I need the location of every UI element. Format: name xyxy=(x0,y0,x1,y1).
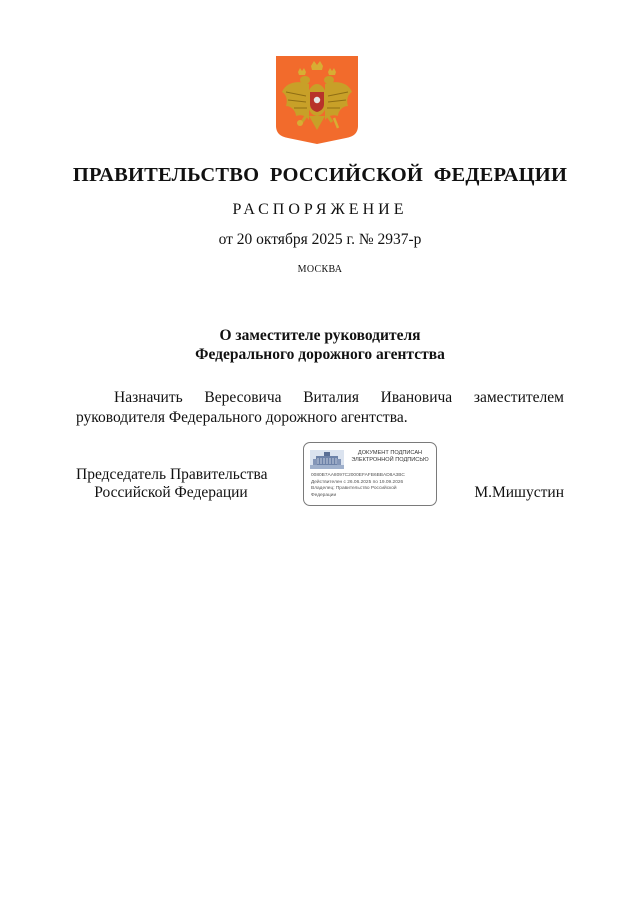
title-word: ПРАВИТЕЛЬСТВО xyxy=(72,164,260,186)
certificate-number: 0080B7AA8097C2000EFAFB6BBAD8A3BC xyxy=(311,473,405,478)
body-word: Ивановича xyxy=(380,389,453,406)
esign-heading xyxy=(346,450,434,464)
body-word: Виталия xyxy=(303,389,359,406)
certificate-validity: Действителен с 26.06.2025 по 19.09.2026 xyxy=(311,479,404,485)
esign-heading-line: ЭЛЕКТРОННОЙ ПОДПИСЬЮ xyxy=(351,457,429,463)
signer-position xyxy=(76,466,266,502)
signer-name: М.Мишустин xyxy=(474,484,564,501)
government-building-icon xyxy=(310,450,344,469)
signer-position-line: Российской Федерации xyxy=(94,484,248,501)
government-title xyxy=(0,164,640,187)
body-word: заместителем xyxy=(473,389,564,406)
document-subject xyxy=(0,326,640,364)
coat-of-arms-icon xyxy=(276,56,358,144)
certificate-owner: Владелец: Правительство Российской xyxy=(311,486,397,492)
subject-line: Федерального дорожного агентства xyxy=(195,346,445,363)
body-line xyxy=(76,388,564,408)
body-word: Назначить xyxy=(114,389,183,406)
subject-line: О заместителе руководителя xyxy=(219,327,421,344)
signer-position-line: Председатель Правительства xyxy=(76,466,268,483)
esign-heading-line: ДОКУМЕНТ ПОДПИСАН xyxy=(357,450,423,456)
title-word: РОССИЙСКОЙ xyxy=(269,164,424,186)
body-line: руководителя Федерального дорожного агентства. xyxy=(76,409,408,426)
document-type: РАСПОРЯЖЕНИЕ xyxy=(232,201,408,218)
document-date-number: от 20 октября 2025 г. № 2937-р xyxy=(218,231,422,248)
electronic-signature-stamp xyxy=(303,442,437,506)
document-city: МОСКВА xyxy=(297,264,343,275)
certificate-owner: Федерации xyxy=(311,492,337,498)
title-word: ФЕДЕРАЦИИ xyxy=(433,164,568,186)
body-word: Вересовича xyxy=(204,389,282,406)
document-body xyxy=(76,388,564,428)
esign-details xyxy=(311,473,435,499)
